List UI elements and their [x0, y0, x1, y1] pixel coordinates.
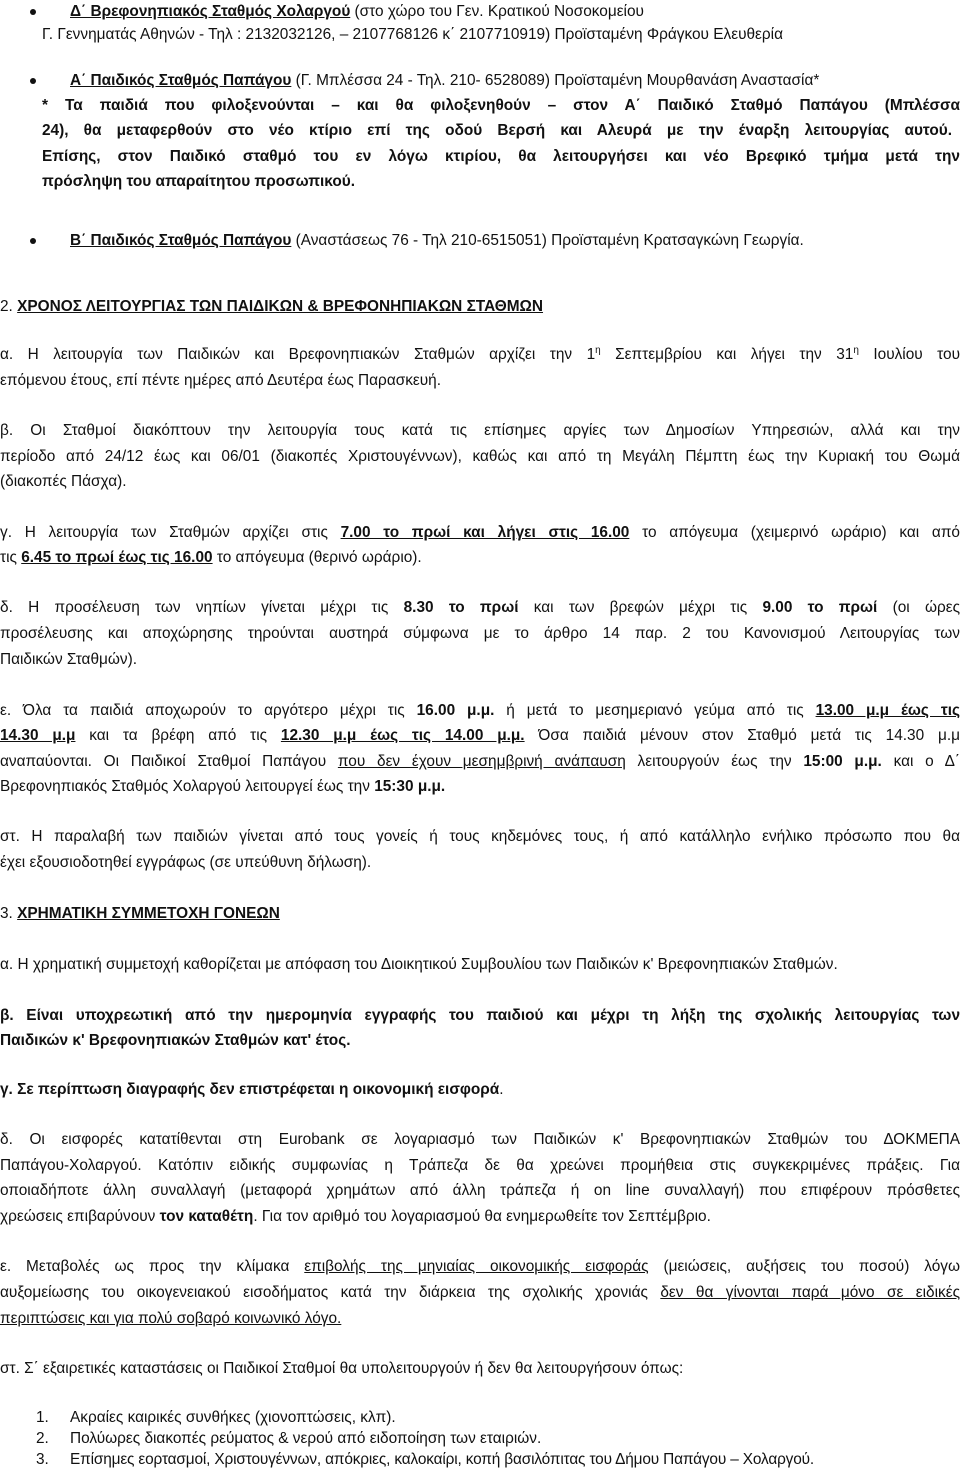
section-3-c-text: γ. Σε περίπτωση διαγραφής δεν επιστρέφεται η οικονομική εισφορά — [0, 1081, 500, 1098]
section-2-e-time-3: 14.30 μ.μ — [0, 727, 76, 744]
section-2-e-text-7: και ο Δ΄ — [881, 753, 960, 770]
section-2-st-line-2: έχει εξουσιοδοτηθεί εγγράφως (σε υπεύθυνη δήλωση). — [0, 854, 372, 871]
section-2-b-line-1: β. Οι Σταθμοί διακόπτουν την λειτουργία τους κατά τις επίσημες αργίες των Δημοσίων Υπηρεσιών, αλλά και την — [0, 422, 960, 439]
section-3-d-text-2: . Για τον αριθμό του λογαριασμού θα ενημερωθείτε τον Σεπτέμβριο. — [253, 1208, 711, 1225]
bullet-1-icon — [30, 9, 36, 15]
section-2-e-no-nap: που δεν έχουν μεσημβρινή ανάπαυση — [337, 753, 626, 770]
section-3-b-line-2: Παιδικών κ' Βρεφονηπιακών Σταθμών κατ' έτος. — [0, 1032, 351, 1049]
section-2-c-line-1 — [0, 523, 960, 545]
section-3-e-exception-2: περιπτώσεις και για πολύ σοβαρό κοινωνικό λόγο. — [0, 1310, 342, 1327]
section-2-d-toddler-time: 8.30 το πρωί — [403, 599, 519, 616]
section-2-a-text-1: α. Η λειτουργία των Παιδικών και Βρεφονηπιακών Σταθμών αρχίζει την 1 — [0, 346, 596, 363]
section-2-a-text-2: Σεπτεμβρίου και λήγει την 31 — [600, 346, 854, 363]
section-2-e-time-2: 13.00 μ.μ έως τις — [815, 702, 960, 719]
section-2-e-time-6: 15:30 μ.μ. — [374, 778, 446, 795]
station-2-note-line-4: πρόσληψη του απαραίτητου προσωπικού. — [42, 173, 355, 190]
section-2-e-text-3: και τα βρέφη από τις — [75, 727, 281, 744]
section-2-d-line-1 — [0, 598, 960, 620]
section-3-d-text-1: χρεώσεις επιβαρύνουν — [0, 1208, 160, 1225]
section-3-e-line-2 — [0, 1283, 960, 1305]
section-2-a-text-3: Ιουλίου του — [858, 346, 960, 363]
section-2-heading — [0, 297, 543, 319]
list-item-2-text: Πολύωρες διακοπές ρεύματος & νερού από ειδοποίηση των εταιριών. — [70, 1430, 542, 1447]
section-3-a: α. Η χρηματική συμμετοχή καθορίζεται με απόφαση του Διοικητικού Συμβουλίου των Παιδικών κ' Βρεφονηπιακών Σταθμών. — [0, 956, 838, 973]
section-2-e-text-5: αναπαύονται. Οι Παιδικοί Σταθμοί Παπάγου — [0, 753, 338, 770]
section-2-d-text-1: δ. Η προσέλευση των νηπίων γίνεται μέχρι τις — [0, 599, 404, 616]
section-3-e-text-2: (μειώσεις, αυξήσεις του ποσού) λόγω — [648, 1258, 960, 1275]
section-2-e-text-1: ε. Όλα τα παιδιά αποχωρούν το αργότερο μέχρι τις — [0, 702, 417, 719]
bullet-2-icon — [30, 78, 36, 84]
station-1-details: (στο χώρο του Γεν. Κρατικού Νοσοκομείου — [350, 3, 644, 20]
station-2-note-line-3: Επίσης, στον Παιδικό σταθμό του εν λόγω κτιρίου, θα λειτουργήσει και νέο Βρεφικό τμήμα μετά την — [42, 148, 960, 165]
section-3-d-line-1: δ. Οι εισφορές κατατίθενται στη Eurobank σε λογαριασμό των Παιδικών κ' Βρεφονηπιακών Σταθμών του ΔΟΚΜΕΠΑ — [0, 1131, 960, 1148]
station-2-line-1 — [70, 71, 819, 93]
section-3-e-line-1 — [0, 1257, 960, 1279]
section-2-c-line-2 — [0, 548, 422, 570]
section-2-d-infant-time: 9.00 το πρωί — [762, 599, 878, 616]
section-2-e-line-3 — [0, 752, 960, 774]
section-2-e-time-1: 16.00 μ.μ. — [416, 702, 495, 719]
section-2-c-winter-hours: 7.00 το πρωί και λήγει στις 16.00 — [340, 524, 630, 541]
section-2-a-line-1 — [0, 345, 960, 367]
section-3-e-text-1: ε. Μεταβολές ως προς την κλίμακα — [0, 1258, 305, 1275]
section-2-d-text-2: και των βρεφών μέχρι τις — [518, 599, 763, 616]
section-2-a-line-2: επόμενου έτους, επί πέντε ημέρες από Δευτέρα έως Παρασκευή. — [0, 372, 442, 389]
section-3-heading — [0, 904, 280, 926]
section-2-c-text-3: τις — [0, 549, 22, 566]
section-3-st-intro: στ. Σ΄ εξαιρετικές καταστάσεις οι Παιδικοί Σταθμοί θα υπολειτουργούν ή δεν θα λειτουργήσουν όπως: — [0, 1360, 684, 1377]
list-item-3 — [0, 1450, 960, 1472]
station-2-name: Α΄ Παιδικός Σταθμός Παπάγου — [70, 72, 292, 89]
section-3-c — [0, 1080, 504, 1102]
section-3-e-scale: επιβολής της μηνιαίας οικονομικής εισφοράς — [304, 1258, 649, 1275]
section-2-st-line-1: στ. Η παραλαβή των παιδιών γίνεται από τους γονείς ή τους κηδεμόνες τους, ή από κατάλληλο ενήλικο πρόσωπο που θα — [0, 828, 960, 845]
section-3-c-period: . — [499, 1081, 504, 1098]
section-3-e-exception-1: δεν θα γίνονται παρά μόνο σε ειδικές — [660, 1284, 960, 1301]
section-2-e-line-4 — [0, 777, 445, 799]
station-2-note-line-1: * Τα παιδιά που φιλοξενούνται – και θα φιλοξενηθούν – στον Α΄ Παιδικό Σταθμό Παπάγου (Μπλέσσα — [42, 97, 960, 114]
section-2-c-text-1: γ. Η λειτουργία των Σταθμών αρχίζει στις — [0, 524, 341, 541]
section-2-number: 2. — [0, 298, 18, 315]
station-2-details: (Γ. Μπλέσσα 24 - Τηλ. 210- 6528089) Προϊσταμένη Μουρθανάση Αναστασία* — [291, 72, 820, 89]
section-2-e-text-8: Βρεφονηπιακός Σταθμός Χολαργού λειτουργεί έως την — [0, 778, 375, 795]
section-2-e-line-1 — [0, 701, 960, 723]
station-2-note-line-2: 24), θα μεταφερθούν στο νέο κτίριο επί της οδού Βερσή και Αλευρά με την έναρξη λειτουργίας αυτού. — [42, 122, 952, 139]
section-2-a-sup-1: η — [595, 345, 601, 356]
section-3-d-depositor: τον καταθέτη — [159, 1208, 254, 1225]
station-1-name: Δ΄ Βρεφονηπιακός Σταθμός Χολαργού — [70, 3, 351, 20]
section-2-e-time-5: 15:00 μ.μ. — [803, 753, 882, 770]
list-item-3-number: 3. — [36, 1451, 49, 1468]
section-2-e-text-4: Όσα παιδιά μένουν στον Σταθμό μετά τις 14.30 μ.μ — [524, 727, 960, 744]
list-item-1-text: Ακραίες καιρικές συνθήκες (χιονοπτώσεις, κλπ). — [70, 1409, 396, 1426]
list-item-2-number: 2. — [36, 1430, 49, 1447]
section-2-b-line-2: περίοδο από 24/12 έως και 06/01 (διακοπές Χριστουγέννων), καθώς και από τη Μεγάλη Πέμπτη έως την Κυριακή του Θωμά — [0, 448, 960, 465]
section-3-d-line-4 — [0, 1207, 711, 1229]
section-2-b-line-3: (διακοπές Πάσχα). — [0, 473, 127, 490]
section-2-d-text-3: (οι ώρες — [877, 599, 960, 616]
section-3-title: ΧΡΗΜΑΤΙΚΗ ΣΥΜΜΕΤΟΧΗ ΓΟΝΕΩΝ — [17, 905, 280, 922]
section-2-c-text-4: το απόγευμα (θερινό ωράριο). — [212, 549, 422, 566]
list-item-1-number: 1. — [36, 1409, 49, 1426]
section-3-d-line-3: οποιαδήποτε άλλη συναλλαγή (μεταφορά χρημάτων από άλλη τράπεζα ή on line συναλλαγή) που επιφέρουν πρόσθετες — [0, 1182, 960, 1199]
station-3-name: Β΄ Παιδικός Σταθμός Παπάγου — [70, 232, 292, 249]
section-3-e-text-3: αυξομείωσης του οικογενειακού εισοδήματος κατά την διάρκεια της σχολικής χρονιάς — [0, 1284, 661, 1301]
station-1-line-2: Γ. Γεννηματάς Αθηνών - Τηλ : 2132032126, – 2107768126 κ΄ 2107710919) Προϊσταμένη Φράγκου Ελευθερία — [42, 26, 783, 43]
section-3-b-line-1: β. Είναι υποχρεωτική από την ημερομηνία εγγραφής του παιδιού και μέχρι τη λήξη της σχολικής λειτουργίας των — [0, 1007, 960, 1024]
section-2-e-text-6: λειτουργούν έως την — [625, 753, 804, 770]
list-item-3-text: Επίσημες εορτασμοί, Χριστουγέννων, απόκριες, καλοκαίρι, κοπή βασιλόπιτας του Δήμου Παπάγου – Χολαργού. — [70, 1451, 815, 1468]
station-1-line-1 — [70, 2, 644, 24]
bullet-3-icon — [30, 238, 36, 244]
section-2-c-summer-hours: 6.45 το πρωί έως τις 16.00 — [21, 549, 213, 566]
section-3-number: 3. — [0, 905, 18, 922]
section-3-e-line-3 — [0, 1309, 341, 1331]
section-2-e-line-2 — [0, 726, 960, 748]
section-2-a-sup-2: η — [853, 345, 859, 356]
section-2-d-line-2: προσέλευσης και αποχώρησης τηρούνται αυστηρά σύμφωνα με το άρθρο 14 παρ. 2 του Κανονισμού Λειτουργίας των — [0, 625, 960, 642]
section-2-d-line-3: Παιδικών Σταθμών). — [0, 651, 137, 668]
section-2-e-text-2: ή μετά το μεσημεριανό γεύμα από τις — [494, 702, 816, 719]
section-2-title: ΧΡΟΝΟΣ ΛΕΙΤΟΥΡΓΙΑΣ ΤΩΝ ΠΑΙΔΙΚΩΝ & ΒΡΕΦΟΝΗΠΙΑΚΩΝ ΣΤΑΘΜΩΝ — [17, 298, 544, 315]
station-3-line-1 — [70, 231, 804, 253]
section-3-d-line-2: Παπάγου-Χολαργού. Κατόπιν ειδικής συμφωνίας η Τράπεζα δε θα χρεώνει προμήθεια στις συγκεκριμένες πράξεις. Για — [0, 1157, 960, 1174]
station-3-details: (Αναστάσεως 76 - Τηλ 210-6515051) Προϊσταμένη Κρατσαγκώνη Γεωργία. — [291, 232, 804, 249]
section-2-e-time-4: 12.30 μ.μ έως τις 14.00 μ.μ. — [280, 727, 525, 744]
section-2-c-text-2: το απόγευμα (χειμερινό ωράριο) και από — [629, 524, 960, 541]
